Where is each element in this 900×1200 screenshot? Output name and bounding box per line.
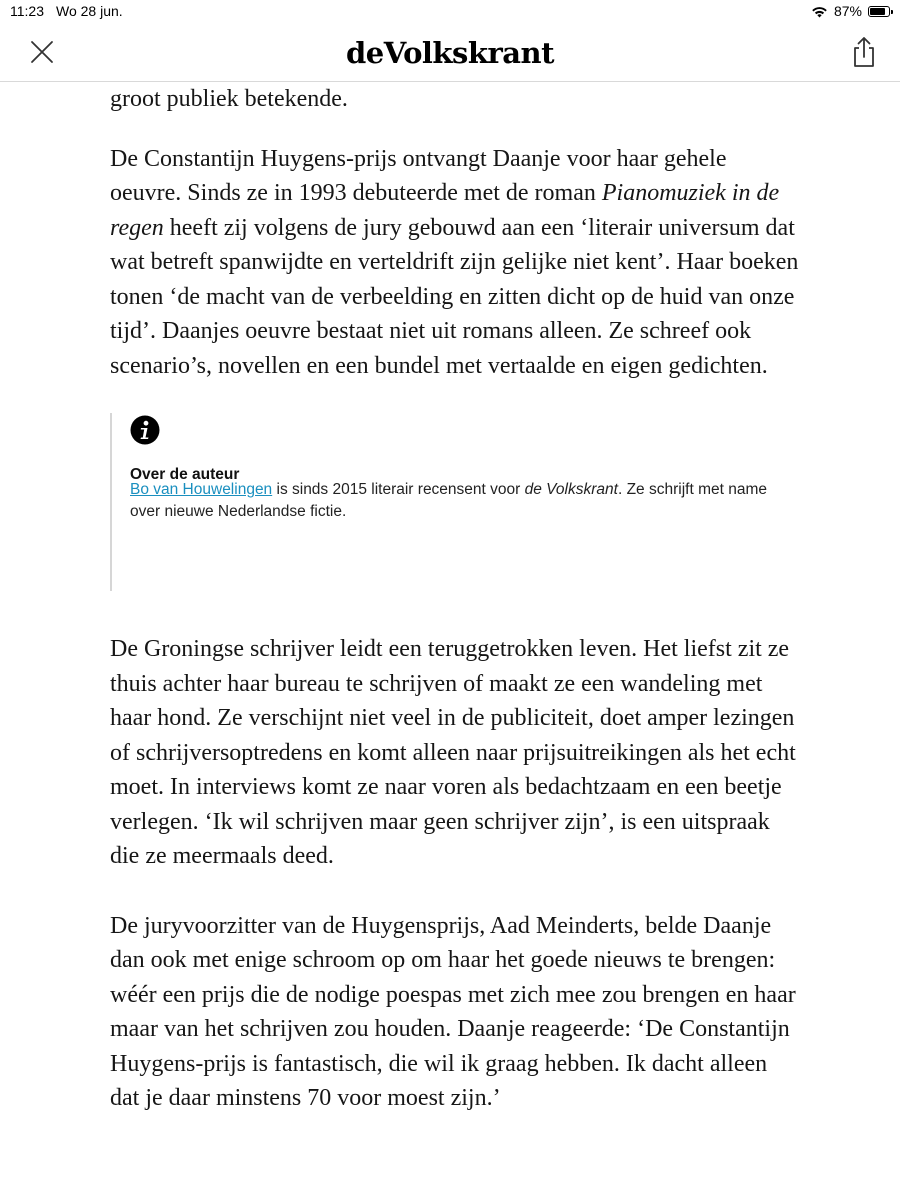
- article-paragraph: De juryvoorzitter van de Huygensprijs, Aad Meinderts, belde Daanje dan ook met enige schroom op om haar het goede nieuws te brengen: wéér een prijs die de nodige poespas met zich mee zou brengen en haar maar van het schrijven zou houden. Daanje reageerde: ‘De Constantijn Huygens-prijs is fantastisch, die wil ik graag hebben. Ik dacht alleen dat je daar minstens 70 voor moest zijn.’: [110, 912, 796, 1111]
- newspaper-logo: deVolkskrant: [346, 36, 554, 70]
- author-box-text: [130, 479, 790, 523]
- article-paragraph: [110, 142, 800, 384]
- share-icon[interactable]: [850, 36, 878, 68]
- article-paragraph: De Groningse schrijver leidt een teruggetrokken leven. Het liefst zit ze thuis achter haar bureau te schrijven of maakt ze een wandeling met haar hond. Ze verschijnt niet veel in de publiciteit, doet amper lezingen of schrijversoptredens en komt alleen naar prijsuitreikingen als het echt moet. In interviews komt ze naar voren als bedachtzaam en een beetje verlegen. ‘Ik wil schrijven maar geen schrijver zijn’, is een uitspraak die ze meermaals deed.: [110, 636, 796, 869]
- author-box-text-part: is sinds 2015 literair recensent voor: [272, 481, 525, 498]
- battery-percent: 87%: [833, 3, 862, 19]
- nav-bar: [0, 24, 900, 82]
- battery-fill: [870, 8, 885, 15]
- paragraph-text: De Constantijn Huygens-prijs ontvangt Daanje voor haar gehele oeuvre. Sinds ze in 1993 debuteerde met de roman: [110, 145, 727, 206]
- wifi-icon: [811, 5, 828, 18]
- info-icon: [130, 415, 160, 445]
- book-title: Pianomuziek in de regen: [110, 180, 780, 241]
- newspaper-name: de Volkskrant: [524, 481, 618, 498]
- paragraph-text: heeft zij volgens de jury gebouwd aan een ‘literair universum dat wat betreft spanwijdte en verteldrift zijn gelijke niet kent’. Haar boeken tonen ‘de macht van de verbeelding en zitten dicht op de huid van onze tijd’. Daanjes oeuvre bestaat niet uit romans alleen. Ze schreef ook scenario’s, novellen en een bundel met vertaalde en eigen gedichten.: [110, 214, 799, 379]
- author-info-box: [110, 413, 800, 591]
- author-box-title: Over de auteur: [130, 466, 240, 483]
- status-date: Wo 28 jun.: [56, 3, 123, 19]
- battery-icon: [868, 6, 890, 17]
- article-body: [110, 82, 800, 1116]
- status-time: 11:23: [10, 3, 44, 19]
- author-box-text-part: . Ze schrijft met name over nieuwe Nederlandse fictie.: [130, 481, 767, 520]
- article-paragraph: groot publiek betekende.: [110, 86, 348, 112]
- status-right: [811, 3, 890, 19]
- author-link[interactable]: Bo van Houwelingen: [130, 481, 273, 498]
- status-bar: [0, 0, 900, 24]
